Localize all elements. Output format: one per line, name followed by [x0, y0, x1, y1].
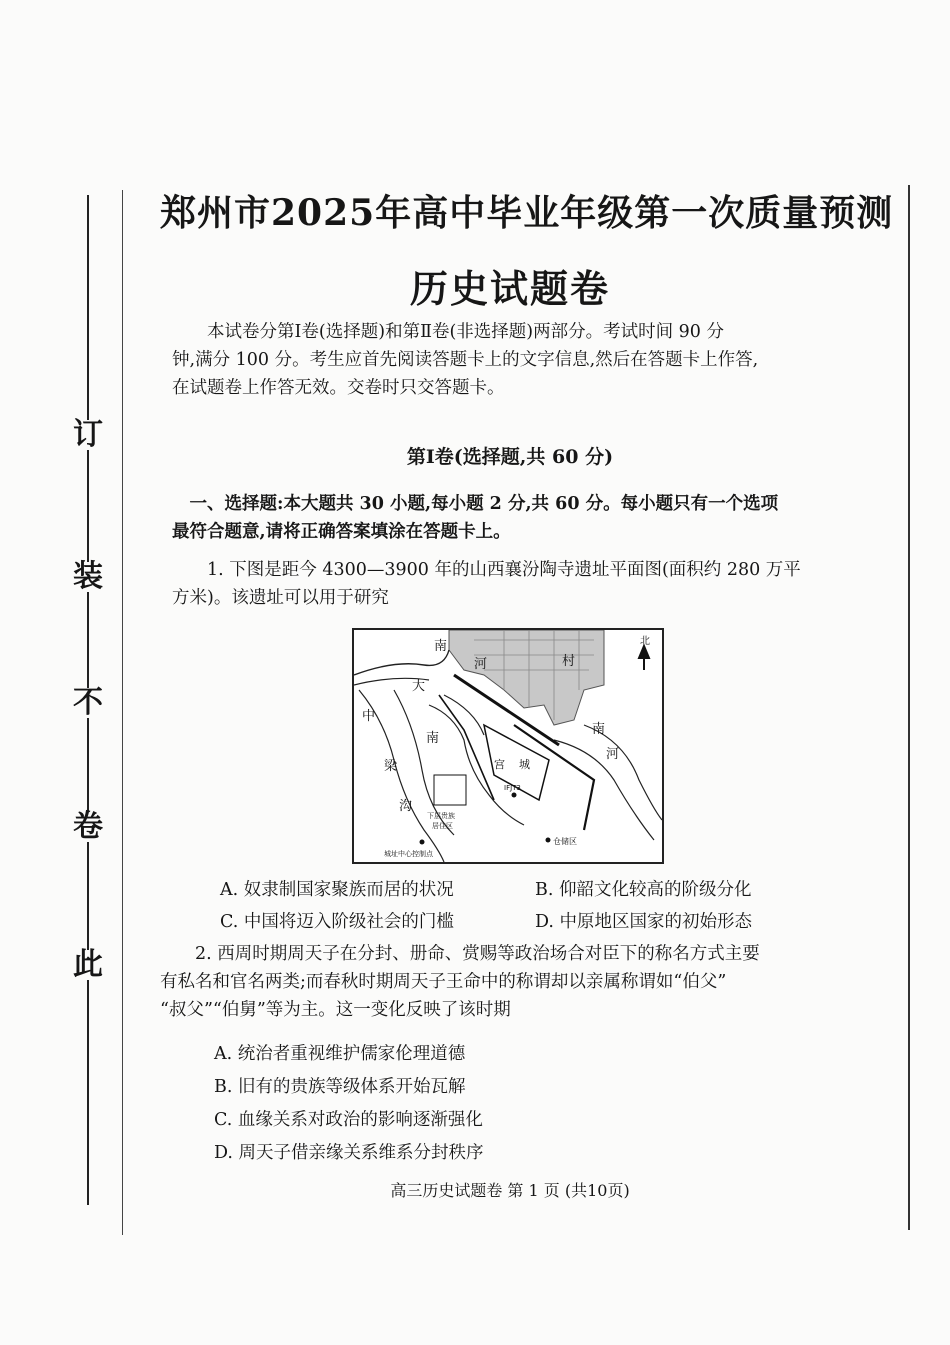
question-2-line: “叔父”“伯舅”等为主。这一变化反映了该时期	[160, 1000, 511, 1020]
part-intro-line: 一、选择题:本大题共 30 小题,每小题 2 分,共 60 分。每小题只有一个选项	[189, 494, 779, 514]
question-2-line: 2. 西周时期周天子在分封、册命、赏赐等政治场合对臣下的称名方式主要	[195, 944, 760, 964]
map-label-north: 北	[640, 636, 650, 647]
q1-option-b: B. 仰韶文化较高的阶级分化	[535, 880, 752, 900]
map-label-nan-mid: 南	[426, 731, 440, 746]
taosi-site-map	[352, 628, 664, 864]
q2-option-c: C. 血缘关系对政治的影响逐渐强化	[214, 1110, 483, 1130]
map-label-palace-2: 城	[519, 758, 530, 771]
map-label-residential-2: 居住区	[432, 822, 453, 830]
question-2-line: 有私名和官名两类;而春秋时期周天子王命中的称谓却以亲属称谓如“伯父”	[160, 972, 727, 992]
exam-instructions	[172, 318, 846, 402]
map-label-da: 大	[412, 679, 426, 694]
map-label-gou: 沟	[399, 799, 413, 814]
q2-option-a: A. 统治者重视维护儒家伦理道德	[214, 1044, 466, 1064]
map-label-village: 村	[562, 654, 576, 669]
north-arrow-icon	[639, 646, 649, 670]
map-label-zhong: 中	[362, 709, 376, 724]
river-nanhe-right	[554, 740, 654, 840]
q2-option-d: D. 周天子借亲缘关系维系分封秩序	[214, 1143, 484, 1163]
exam-subtitle: 历史试题卷	[409, 266, 610, 311]
section-title: 第Ⅰ卷(选择题,共 60 分)	[406, 446, 614, 468]
map-label-warehouse: 仓储区	[553, 837, 577, 846]
part-intro	[172, 490, 846, 546]
map-label-nanhe-right-1: 南	[592, 722, 606, 737]
map-label-residential-1: 下层贵族	[427, 812, 455, 820]
map-label-center: 城址中心控制点	[384, 850, 433, 858]
right-margin-rule	[908, 185, 910, 1230]
binding-char-juan: 卷	[60, 812, 116, 842]
center-point	[420, 840, 425, 845]
map-label-nanhe-right-2: 河	[606, 747, 620, 762]
exam-title: 郑州市2025年高中毕业年级第一次质量预测	[160, 192, 894, 234]
binding-char-zhuang: 装	[60, 562, 116, 592]
map-label-palace-1: 宫	[494, 758, 505, 771]
q1-option-a: A. 奴隶制国家聚族而居的状况	[220, 880, 454, 900]
gully-nan	[429, 705, 524, 825]
instruction-line: 钟,满分 100 分。考生应首先阅读答题卡上的文字信息,然后在答题卡上作答,	[172, 350, 759, 370]
village-area	[449, 630, 604, 725]
river-nanhe-right-2	[584, 725, 662, 820]
site-plan-svg	[354, 630, 662, 862]
map-label-nanhe-top-2: 河	[474, 657, 488, 672]
instruction-line: 本试卷分第Ⅰ卷(选择题)和第Ⅱ卷(非选择题)两部分。考试时间 90 分	[207, 322, 725, 342]
q2-option-b: B. 旧有的贵族等级体系开始瓦解	[214, 1077, 466, 1097]
part-intro-line: 最符合题意,请将正确答案填涂在答题卡上。	[172, 522, 511, 542]
map-label-ft: IFJT3	[504, 784, 521, 792]
q1-option-c: C. 中国将迈入阶级社会的门槛	[220, 912, 454, 932]
map-label-liang: 梁	[384, 759, 398, 774]
residential-block	[434, 775, 466, 805]
binding-char-ci: 此	[60, 950, 116, 980]
question-1-line: 1. 下图是距今 4300—3900 年的山西襄汾陶寺遗址平面图(面积约 280 万平	[207, 560, 801, 580]
left-margin-rule	[122, 190, 123, 1235]
question-2-stem	[160, 940, 850, 1024]
map-label-nanhe-top-1: 南	[434, 639, 448, 654]
ft-point	[512, 793, 517, 798]
binding-char-ding: 订	[60, 420, 116, 450]
page-footer: 高三历史试题卷 第 1 页 (共10页)	[390, 1181, 630, 1200]
binding-char-bu: 不	[60, 688, 116, 718]
q1-option-d: D. 中原地区国家的初始形态	[535, 912, 753, 932]
warehouse-point	[546, 838, 551, 843]
instruction-line: 在试题卷上作答无效。交卷时只交答题卡。	[172, 378, 505, 398]
question-1-line: 方米)。该遗址可以用于研究	[172, 588, 389, 608]
question-1-stem	[172, 556, 846, 612]
